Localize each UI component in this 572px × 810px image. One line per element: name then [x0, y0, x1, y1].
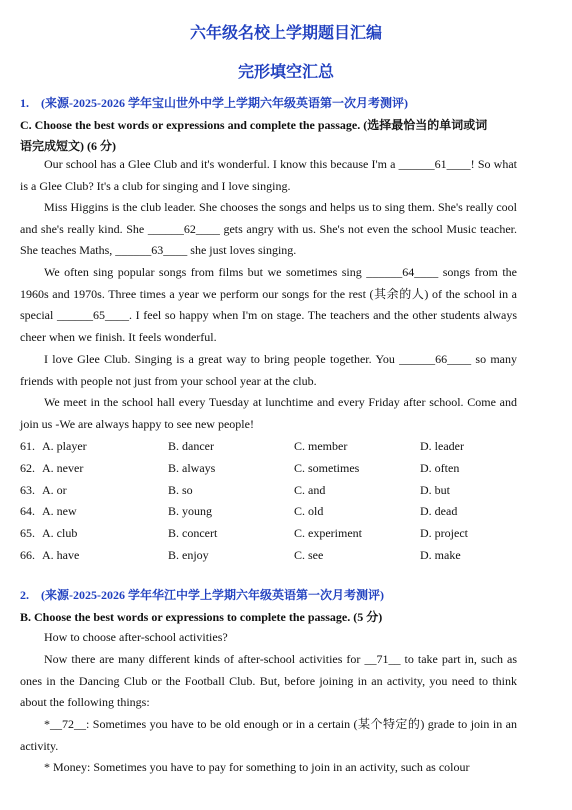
option-c[interactable]: C. sometimes [294, 461, 360, 475]
option-c[interactable]: C. old [294, 504, 324, 518]
option-d[interactable]: D. project [420, 526, 468, 540]
option-a[interactable]: A. new [42, 504, 77, 518]
option-a[interactable]: A. club [42, 526, 78, 540]
option-a[interactable]: A. never [42, 461, 84, 475]
option-d[interactable]: D. but [420, 483, 450, 497]
q1-paragraph-3: We often sing popular songs from films but we sometimes sing ______64____ songs from the 1960s and 1970s. Three times a year we perform our songs for the rest (其余的人) of the school in a special ______65____. I feel so happy when I'm on stage. The teachers and the other students always cheer when we finish. It feels wonderful. [20, 265, 517, 344]
option-c[interactable]: C. member [294, 439, 348, 453]
option-row-61 [20, 439, 540, 459]
question-1-source: 1. (来源-2025-2026 学年宝山世外中学上学期六年级英语第一次月考测评) [20, 96, 408, 110]
option-b[interactable]: B. young [168, 504, 213, 518]
option-b[interactable]: B. always [168, 461, 216, 475]
q2-paragraph-3: *__72__: Sometimes you have to be old enough or in a certain (某个特定的) grade to join in an activity. [20, 717, 517, 753]
q2-paragraph-1: How to choose after-school activities? [44, 630, 228, 644]
question-2-source: 2. (来源-2025-2026 学年华江中学上学期六年级英语第一次月考测评) [20, 588, 384, 602]
option-row-63 [20, 483, 540, 503]
option-a[interactable]: A. or [42, 483, 67, 497]
option-row-66 [20, 548, 540, 568]
option-d[interactable]: D. often [420, 461, 460, 475]
option-c[interactable]: C. see [294, 548, 324, 562]
option-c[interactable]: C. experiment [294, 526, 362, 540]
option-b[interactable]: B. enjoy [168, 548, 209, 562]
document-title: 六年级名校上学期题目汇编 [189, 23, 382, 42]
option-row-62 [20, 461, 540, 481]
q1-paragraph-1: Our school has a Glee Club and it's wonderful. I know this because I'm a ______61____! So what is a Glee Club? It's a club for singing and I love singing. [20, 157, 517, 193]
option-d[interactable]: D. dead [420, 504, 458, 518]
q2-paragraph-2: Now there are many different kinds of after-school activities for __71__ to take part in, such as ones in the Dancing Club or the Football Club. But, before joining in an activity, you need to think about the following things: [20, 652, 517, 710]
option-number: 63. [20, 483, 35, 497]
option-b[interactable]: B. dancer [168, 439, 214, 453]
option-number: 66. [20, 548, 35, 562]
option-number: 61. [20, 439, 35, 453]
option-d[interactable]: D. leader [420, 439, 464, 453]
q1-paragraph-4: I love Glee Club. Singing is a great way to bring people together. You ______66____ so many friends with people not just from your school year at the club. [20, 352, 517, 388]
option-number: 62. [20, 461, 35, 475]
q2-paragraph-4: * Money: Sometimes you have to pay for something to join in an activity, such as colour [44, 760, 470, 774]
option-b[interactable]: B. concert [168, 526, 218, 540]
q1-paragraph-2: Miss Higgins is the club leader. She chooses the songs and helps us to sing them. She's really cool and she's really kind. She ______62____ gets angry with us. She's not even the school Music teacher. She teaches Maths, ______63____ she just loves singing. [20, 200, 517, 258]
option-a[interactable]: A. have [42, 548, 80, 562]
option-row-65 [20, 526, 540, 546]
question-1-instruction-line-1: C. Choose the best words or expressions and complete the passage. (选择最恰当的单词或词 [20, 118, 488, 132]
option-number: 65. [20, 526, 35, 540]
question-2-instruction: B. Choose the best words or expressions to complete the passage. (5 分) [20, 610, 383, 624]
option-row-64 [20, 504, 540, 524]
question-1-instruction-line-2: 语完成短文) (6 分) [20, 139, 116, 153]
option-a[interactable]: A. player [42, 439, 87, 453]
q1-paragraph-5: We meet in the school hall every Tuesday at lunchtime and every Friday after school. Come and join us -We are always happy to see new people! [20, 395, 517, 431]
option-d[interactable]: D. make [420, 548, 461, 562]
option-b[interactable]: B. so [168, 483, 193, 497]
option-c[interactable]: C. and [294, 483, 326, 497]
option-number: 64. [20, 504, 35, 518]
document-subtitle: 完形填空汇总 [237, 62, 334, 81]
